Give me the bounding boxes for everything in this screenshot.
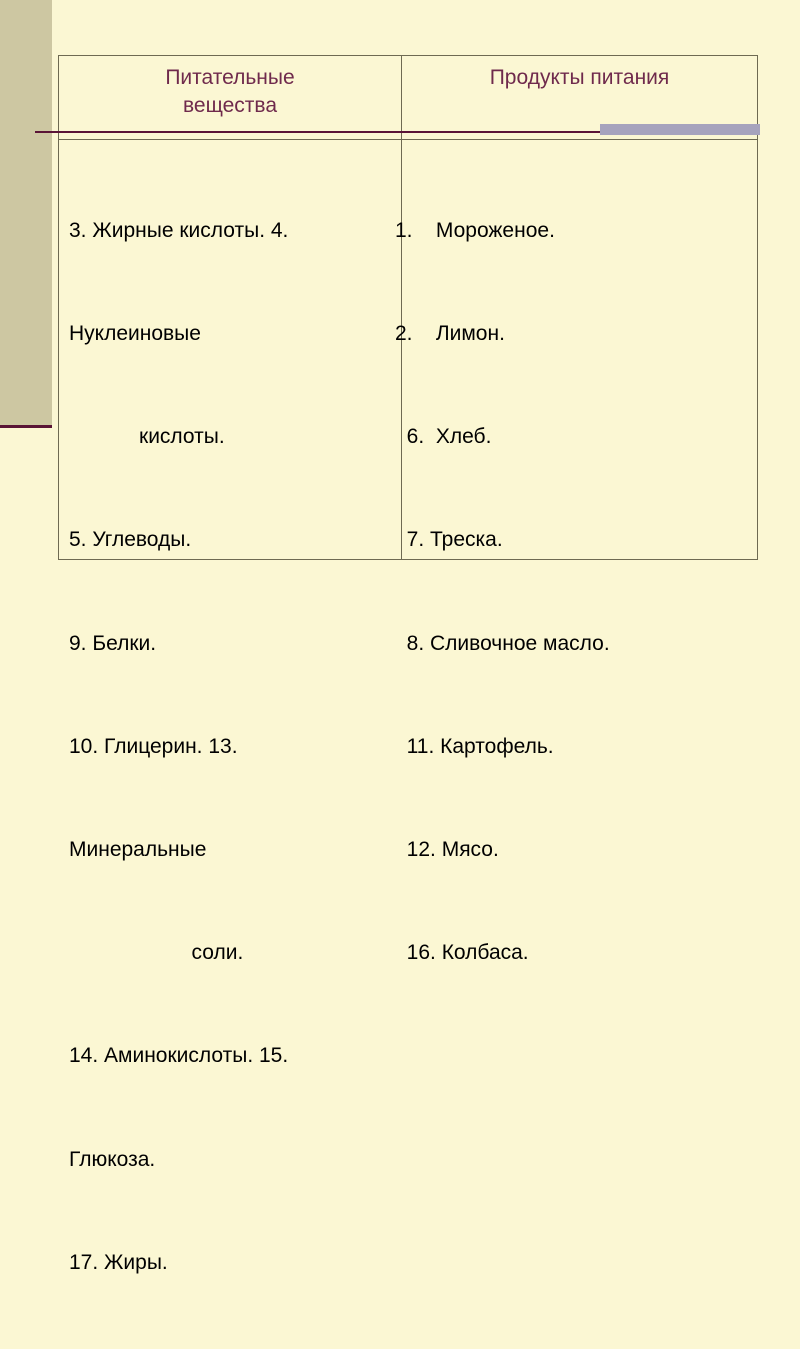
nutrient-line: 3. Жирные кислоты. 4.	[69, 218, 289, 242]
food-line: 7. Треска.	[395, 528, 503, 552]
nutrient-line: кислоты.	[69, 425, 225, 449]
nutrient-line: Минеральные	[69, 838, 207, 862]
nutrient-line: 17. Жиры.	[69, 1250, 168, 1274]
foods-list	[395, 145, 610, 1039]
decorative-accent-block	[600, 124, 760, 135]
nutrients-list	[69, 145, 288, 1349]
food-line: 8. Сливочное масло.	[395, 631, 610, 655]
food-line: 12. Мясо.	[395, 838, 499, 862]
header-separator	[59, 139, 757, 140]
food-line: 11. Картофель.	[395, 734, 554, 758]
food-line: 6. Хлеб.	[395, 425, 492, 449]
nutrient-line: Глюкоза.	[69, 1147, 156, 1171]
nutrient-line: Нуклеиновые	[69, 322, 201, 346]
nutrient-line: 9. Белки.	[69, 631, 157, 655]
nutrient-line: соли.	[69, 941, 244, 965]
nutrient-line: 5. Углеводы.	[69, 528, 192, 552]
food-line: 16. Колбаса.	[395, 941, 529, 965]
decorative-side-line	[0, 425, 52, 428]
header-nutrients-line-1: Питательные	[165, 66, 295, 89]
food-line: 1. Мороженое.	[395, 218, 555, 242]
nutrient-line: 14. Аминокислоты. 15.	[69, 1044, 289, 1068]
header-nutrients	[59, 64, 401, 120]
decorative-side-bar	[0, 0, 52, 425]
header-nutrients-line-2: вещества	[182, 94, 278, 117]
nutrient-line: 10. Глицерин. 13.	[69, 734, 238, 758]
header-foods: Продукты питания	[489, 66, 670, 89]
food-line: 2. Лимон.	[395, 322, 505, 346]
